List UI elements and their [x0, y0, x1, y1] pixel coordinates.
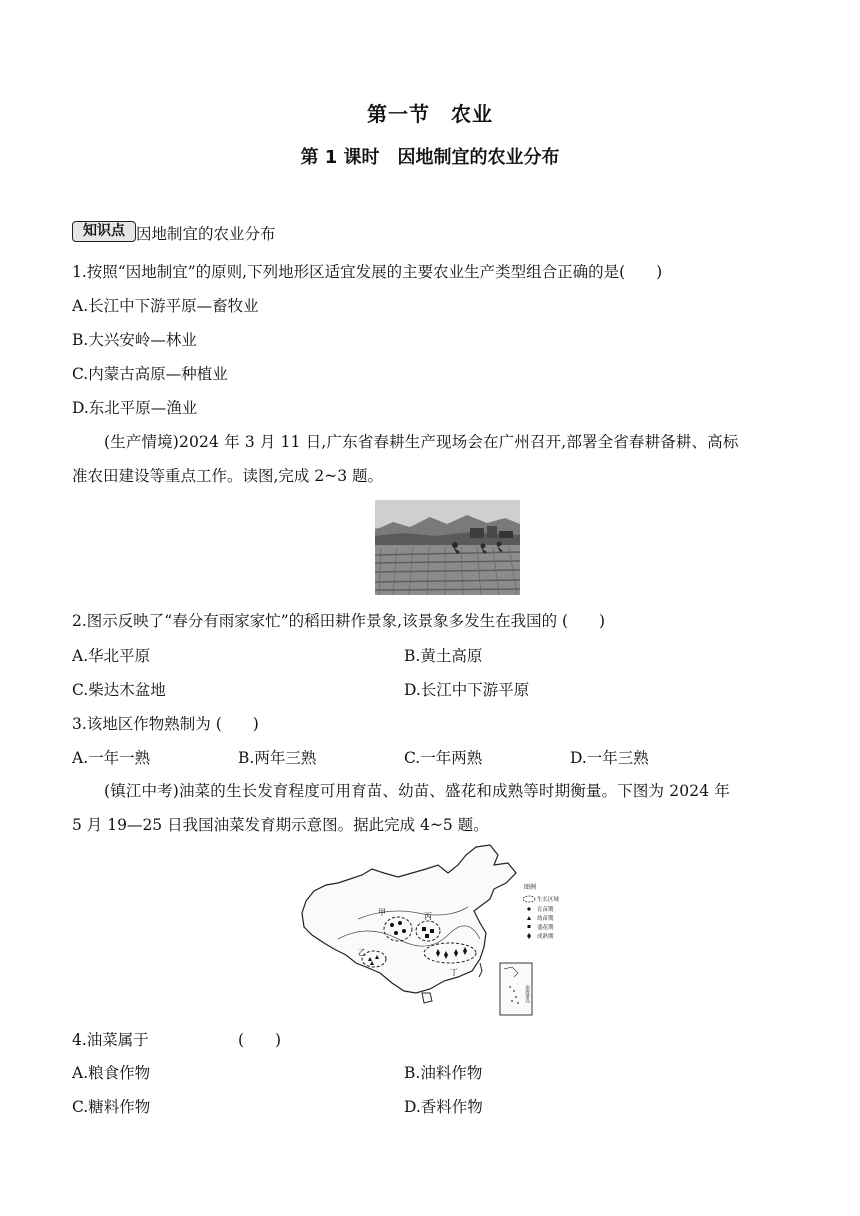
- knowledge-point-label: 因地制宜的农业分布: [136, 225, 276, 243]
- legend-item-bloom: 盛花期: [537, 925, 554, 931]
- region-label-ding: 丁: [450, 968, 458, 977]
- china-outline: [302, 845, 516, 993]
- lesson-title: 第 1 课时 因地制宜的农业分布: [300, 147, 560, 168]
- region-label-jia: 甲: [378, 908, 386, 917]
- region-label-bing: 丙: [424, 912, 432, 921]
- q4-option-d: D.香料作物: [404, 1098, 483, 1116]
- rapeseed-development-map: [298, 843, 560, 1018]
- q2-option-d: D.长江中下游平原: [404, 681, 530, 699]
- south-china-sea-inset: [500, 963, 532, 1015]
- q3-stem: 3.该地区作物熟制为 ( ): [72, 715, 259, 733]
- passage2-line1: (镇江中考)油菜的生长发育程度可用育苗、幼苗、盛花和成熟等时期衡量。下图为 2024 年: [104, 782, 730, 800]
- passage2-line2: 5 月 19—25 日我国油菜发育期示意图。据此完成 4~5 题。: [72, 816, 489, 834]
- q3-option-a: A.一年一熟: [72, 749, 151, 767]
- q3-option-c: C.一年两熟: [404, 749, 483, 767]
- q4-option-c: C.糖料作物: [72, 1098, 151, 1116]
- knowledge-point-badge: 知识点: [72, 221, 136, 242]
- legend-item-young: 幼苗期: [537, 916, 554, 922]
- q2-option-c: C.柴达木盆地: [72, 681, 166, 699]
- q1-option-c: C.内蒙古高原—种植业: [72, 365, 228, 383]
- q1-option-a: A.长江中下游平原—畜牧业: [72, 297, 259, 315]
- q3-option-b: B.两年三熟: [238, 749, 317, 767]
- q3-option-d: D.一年三熟: [570, 749, 649, 767]
- rice-field-photo: [375, 500, 520, 595]
- section-title: 第一节 农业: [367, 102, 493, 126]
- inset-label: 南海诸岛: [524, 985, 530, 1003]
- passage1-line2: 准农田建设等重点工作。读图,完成 2~3 题。: [72, 467, 383, 485]
- q4-option-b: B.油料作物: [404, 1064, 483, 1082]
- q1-stem: 1.按照“因地制宜”的原则,下列地形区适宜发展的主要农业生产类型组合正确的是( ): [72, 263, 663, 281]
- legend-item-area: 生长区域: [537, 897, 560, 903]
- q2-option-a: A.华北平原: [72, 647, 151, 665]
- q2-option-b: B.黄土高原: [404, 647, 483, 665]
- q1-option-b: B.大兴安岭—林业: [72, 331, 197, 349]
- region-label-yi: 乙: [358, 948, 366, 957]
- legend-title: 图例: [524, 884, 537, 891]
- q4-option-a: A.粮食作物: [72, 1064, 151, 1082]
- q4-answer-blank: ( ): [238, 1031, 282, 1049]
- legend-item-mature: 成熟期: [537, 934, 554, 940]
- map-legend: [523, 883, 560, 940]
- passage1-line1: (生产情境)2024 年 3 月 11 日,广东省春耕生产现场会在广州召开,部署全省春耕备耕、高标: [104, 433, 739, 451]
- q2-stem: 2.图示反映了“春分有雨家家忙”的稻田耕作景象,该景象多发生在我国的 ( ): [72, 612, 606, 630]
- legend-item-seedling: 育苗期: [537, 907, 554, 913]
- q4-stem: 4.油菜属于: [72, 1031, 149, 1049]
- q1-option-d: D.东北平原—渔业: [72, 399, 198, 417]
